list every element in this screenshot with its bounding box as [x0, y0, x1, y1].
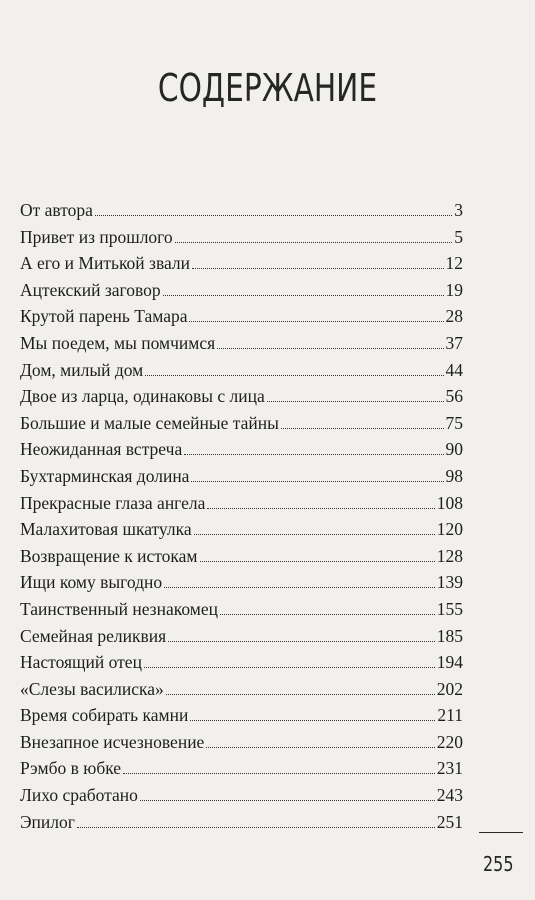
toc-entry-page: 19	[445, 279, 463, 300]
dot-leader	[206, 747, 434, 748]
toc-entry-page: 75	[445, 412, 463, 433]
dot-leader	[207, 508, 434, 509]
dot-leader	[200, 561, 435, 562]
dot-leader	[191, 481, 443, 482]
toc-entry-page: 120	[436, 519, 463, 540]
toc-entry-page: 231	[436, 758, 463, 779]
toc-entry-title: Двое из ларца, одинаковы с лица	[20, 386, 265, 407]
toc-entry-title: Лихо сработано	[20, 785, 138, 806]
dot-leader	[175, 242, 453, 243]
toc-entry-page: 128	[436, 545, 463, 566]
toc-entry	[20, 333, 463, 360]
toc-entry-title: Мы поедем, мы помчимся	[20, 332, 216, 353]
toc-entry-title: Таинственный незнакомец	[20, 598, 218, 619]
toc-entry-page: 12	[445, 253, 463, 274]
toc-entry-title: Привет из прошлого	[20, 226, 173, 247]
toc-entry-page: 194	[436, 652, 463, 673]
toc-entry-title: Большие и малые семейные тайны	[20, 412, 279, 433]
dot-leader	[189, 321, 443, 322]
toc-entry	[20, 679, 463, 706]
toc-entry	[20, 200, 463, 227]
toc-entry-page: 220	[436, 731, 463, 752]
toc-entry-title: Крутой парень Тамара	[20, 306, 188, 327]
dot-leader	[220, 614, 435, 615]
toc-entry-page: 56	[445, 386, 463, 407]
toc-entry-page: 185	[436, 625, 463, 646]
toc-entry	[20, 599, 463, 626]
toc-entry	[20, 546, 463, 573]
dot-leader	[267, 401, 444, 402]
toc-entry-page: 44	[445, 359, 463, 380]
toc-entry	[20, 519, 463, 546]
toc-entry	[20, 306, 463, 333]
dot-leader	[194, 534, 435, 535]
dot-leader	[77, 827, 435, 828]
toc-entry-title: Бухтарминская долина	[20, 465, 190, 486]
toc-entry-title: Ищи кому выгодно	[20, 572, 163, 593]
toc-entry	[20, 705, 463, 732]
toc-entry	[20, 360, 463, 387]
dot-leader	[140, 800, 435, 801]
toc-entry	[20, 626, 463, 653]
toc-entry-page: 139	[436, 572, 463, 593]
dot-leader	[168, 641, 435, 642]
toc-entry-page: 28	[445, 306, 463, 327]
toc-entry-title: Рэмбо в юбке	[20, 758, 122, 779]
toc-entry-page: 202	[436, 678, 463, 699]
dot-leader	[145, 375, 443, 376]
toc-entry	[20, 652, 463, 679]
dot-leader	[144, 667, 435, 668]
dot-leader	[190, 720, 435, 721]
toc-entry-title: Дом, милый дом	[20, 359, 144, 380]
dot-leader	[184, 454, 443, 455]
toc-entry-title: Эпилог	[20, 811, 75, 832]
dot-leader	[281, 428, 444, 429]
toc-entry-title: Малахитовая шкатулка	[20, 519, 192, 540]
toc-entry-page: 243	[436, 785, 463, 806]
toc-entry-page: 90	[445, 439, 463, 460]
toc-entry-page: 155	[436, 598, 463, 619]
toc-entry-page: 37	[445, 332, 463, 353]
toc-entry-title: От автора	[20, 200, 93, 220]
toc-entry	[20, 439, 463, 466]
toc-entry	[20, 466, 463, 493]
page-number: 255	[483, 852, 514, 876]
toc-entry	[20, 413, 463, 440]
toc-entry-page: 108	[436, 492, 463, 513]
toc-entry	[20, 386, 463, 413]
dot-leader	[95, 215, 452, 216]
toc-entry	[20, 812, 463, 839]
toc-entry	[20, 280, 463, 307]
toc-entry-page: 3	[454, 200, 463, 220]
toc-entry-title: Возвращение к истокам	[20, 545, 198, 566]
footer-rule	[479, 832, 523, 833]
dot-leader	[192, 268, 443, 269]
toc-entry-page: 251	[436, 811, 463, 832]
table-of-contents	[20, 200, 463, 838]
dot-leader	[164, 587, 435, 588]
toc-entry	[20, 572, 463, 599]
toc-entry-title: Ацтекский заговор	[20, 279, 161, 300]
dot-leader	[166, 694, 435, 695]
toc-entry-title: Семейная реликвия	[20, 625, 167, 646]
dot-leader	[123, 773, 435, 774]
toc-entry	[20, 227, 463, 254]
toc-entry-title: Внезапное исчезновение	[20, 731, 205, 752]
toc-entry	[20, 785, 463, 812]
toc-entry	[20, 732, 463, 759]
dot-leader	[163, 295, 444, 296]
toc-entry-title: Настоящий отец	[20, 652, 142, 673]
page-title: СОДЕРЖАНИЕ	[157, 66, 378, 110]
toc-entry	[20, 253, 463, 280]
toc-entry-title: Прекрасные глаза ангела	[20, 492, 206, 513]
toc-entry-page: 98	[445, 465, 463, 486]
dot-leader	[217, 348, 443, 349]
toc-entry-page: 211	[437, 705, 463, 726]
toc-entry	[20, 493, 463, 520]
toc-entry-page: 5	[454, 226, 463, 247]
toc-entry-title: «Слезы василиска»	[20, 678, 164, 699]
toc-entry-title: Неожиданная встреча	[20, 439, 183, 460]
toc-entry	[20, 758, 463, 785]
toc-entry-title: А его и Митькой звали	[20, 253, 191, 274]
toc-entry-title: Время собирать камни	[20, 705, 189, 726]
